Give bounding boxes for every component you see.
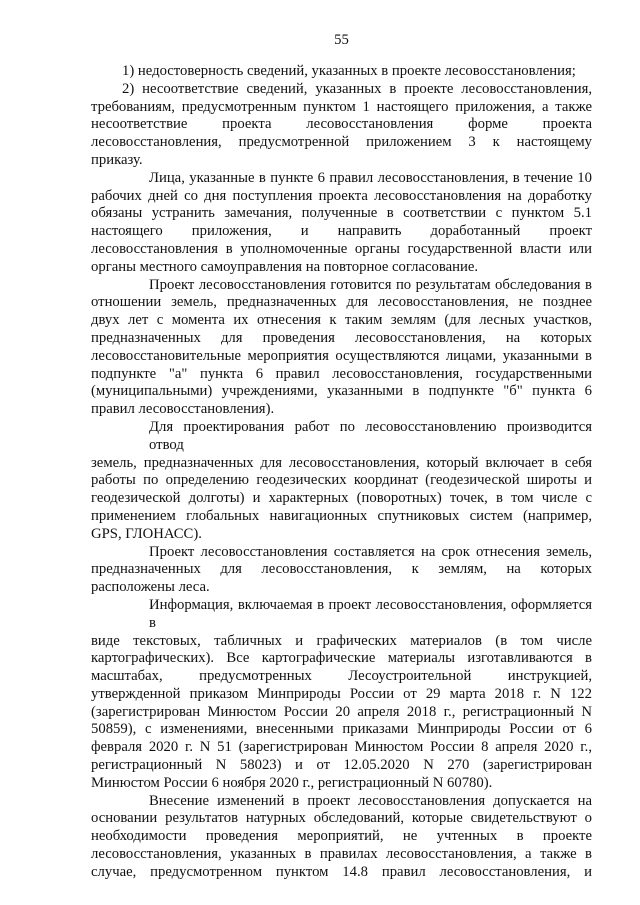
text-line: основании результатов натурных обследований, которые свидетельствуют о	[91, 810, 592, 827]
text-line: лесовосстановительные мероприятия осуществляются лицами, указанными в	[91, 347, 592, 364]
text-line: Для проектирования работ по лесовосстановлению производится отвод	[149, 418, 592, 453]
page-number: 55	[334, 32, 349, 48]
text-line: 1) недостоверность сведений, указанных в проекте лесовосстановления;	[122, 63, 576, 79]
paragraph	[91, 793, 592, 882]
text-line: несоответствие проекта лесовосстановления форме проекта	[91, 116, 592, 133]
text-line: настоящего приложения, и направить доработанный проект	[91, 223, 592, 240]
text-line: Минюстом России 6 ноября 2020 г., регистрационный N 60780).	[91, 774, 493, 791]
text-line: приказу.	[91, 151, 143, 168]
text-line: рабочих дней со дня поступления проекта лесовосстановления на доработку	[91, 187, 592, 204]
paragraph	[91, 277, 592, 419]
text-line: регистрационный N 58023) и от 12.05.2020 N 270 (зарегистрирован	[91, 757, 592, 774]
text-line: двух лет с момента их отнесения к таким землям (для лесных участков,	[91, 312, 592, 329]
text-line: Проект лесовосстановления готовится по результатам обследования в	[149, 276, 592, 293]
text-line: 50859), с изменениями, внесенными приказами Минприроды России от 6	[91, 721, 592, 738]
text-line: 2) несоответствие сведений, указанных в проекте лесовосстановления,	[122, 80, 592, 97]
paragraph	[91, 597, 592, 793]
text-line: правил лесовосстановления).	[91, 401, 275, 418]
text-line: земель, предназначенных для лесовосстановления, который включает в себя	[91, 454, 592, 471]
text-line: (муниципальными) учреждениями, указанными в подпункте "б" пункта 6	[91, 383, 592, 400]
paragraph	[91, 544, 592, 597]
text-line: обязаны устранить замечания, полученные в соответствии с пунктом 5.1	[91, 205, 592, 222]
text-line: требованиям, предусмотренным пунктом 1 настоящего приложения, а также	[91, 98, 592, 115]
text-line: работы по определению геодезических координат (геодезической широты и	[91, 472, 592, 489]
text-line: случае, предусмотренном пунктом 14.8 правил лесовосстановления, и	[91, 863, 592, 880]
text-line: картографических). Все картографические материалы изготавливаются в	[91, 650, 592, 667]
text-line: отношении земель, предназначенных для лесовосстановления, не позднее	[91, 294, 592, 311]
text-line: GPS, ГЛОНАСС).	[91, 525, 202, 542]
document-body	[91, 63, 592, 882]
text-line: февраля 2020 г. N 51 (зарегистрирован Минюстом России 8 апреля 2020 г.,	[91, 739, 592, 756]
text-line: расположены леса.	[91, 579, 210, 596]
text-line: Информация, включаемая в проект лесовосстановления, оформляется в	[149, 596, 592, 631]
text-line: геодезической долготы) и характерных (поворотных) точек, в том числе с	[91, 490, 592, 507]
text-line: масштабах, предусмотренных Лесоустроительной инструкцией,	[91, 668, 592, 685]
paragraph	[91, 170, 592, 277]
text-line: подпункте "а" пункта 6 правил лесовосстановления, государственными	[91, 365, 592, 382]
text-line: лесовосстановления, указанных в правилах лесовосстановления, а также в	[91, 846, 592, 863]
text-line: утвержденной приказом Минприроды России от 29 марта 2018 г. N 122	[91, 685, 592, 702]
paragraph	[91, 63, 592, 81]
paragraph	[91, 81, 592, 170]
text-line: предназначенных для лесовосстановления, к землям, на которых	[91, 561, 592, 578]
text-line: Проект лесовосстановления составляется на срок отнесения земель,	[149, 543, 592, 560]
text-line: лесовосстановления, предусмотренной приложением 3 к настоящему	[91, 134, 592, 151]
text-line: применением глобальных навигационных спутниковых систем (например,	[91, 507, 592, 524]
text-line: Внесение изменений в проект лесовосстановления допускается на	[149, 792, 592, 809]
text-line: (зарегистрирован Минюстом России 20 апреля 2018 г., регистрационный N	[91, 703, 592, 720]
text-line: Лица, указанные в пункте 6 правил лесовосстановления, в течение 10	[149, 169, 592, 186]
text-line: необходимости проведения мероприятий, не учтенных в проекте	[91, 828, 592, 845]
text-line: виде текстовых, табличных и графических материалов (в том числе	[91, 632, 592, 649]
text-line: органы местного самоуправления на повторное согласование.	[91, 258, 479, 275]
text-line: предназначенных для проведения лесовосстановления, на которых	[91, 329, 592, 346]
paragraph	[91, 419, 592, 544]
text-line: лесовосстановления в уполномоченные органы государственной власти или	[91, 240, 592, 257]
